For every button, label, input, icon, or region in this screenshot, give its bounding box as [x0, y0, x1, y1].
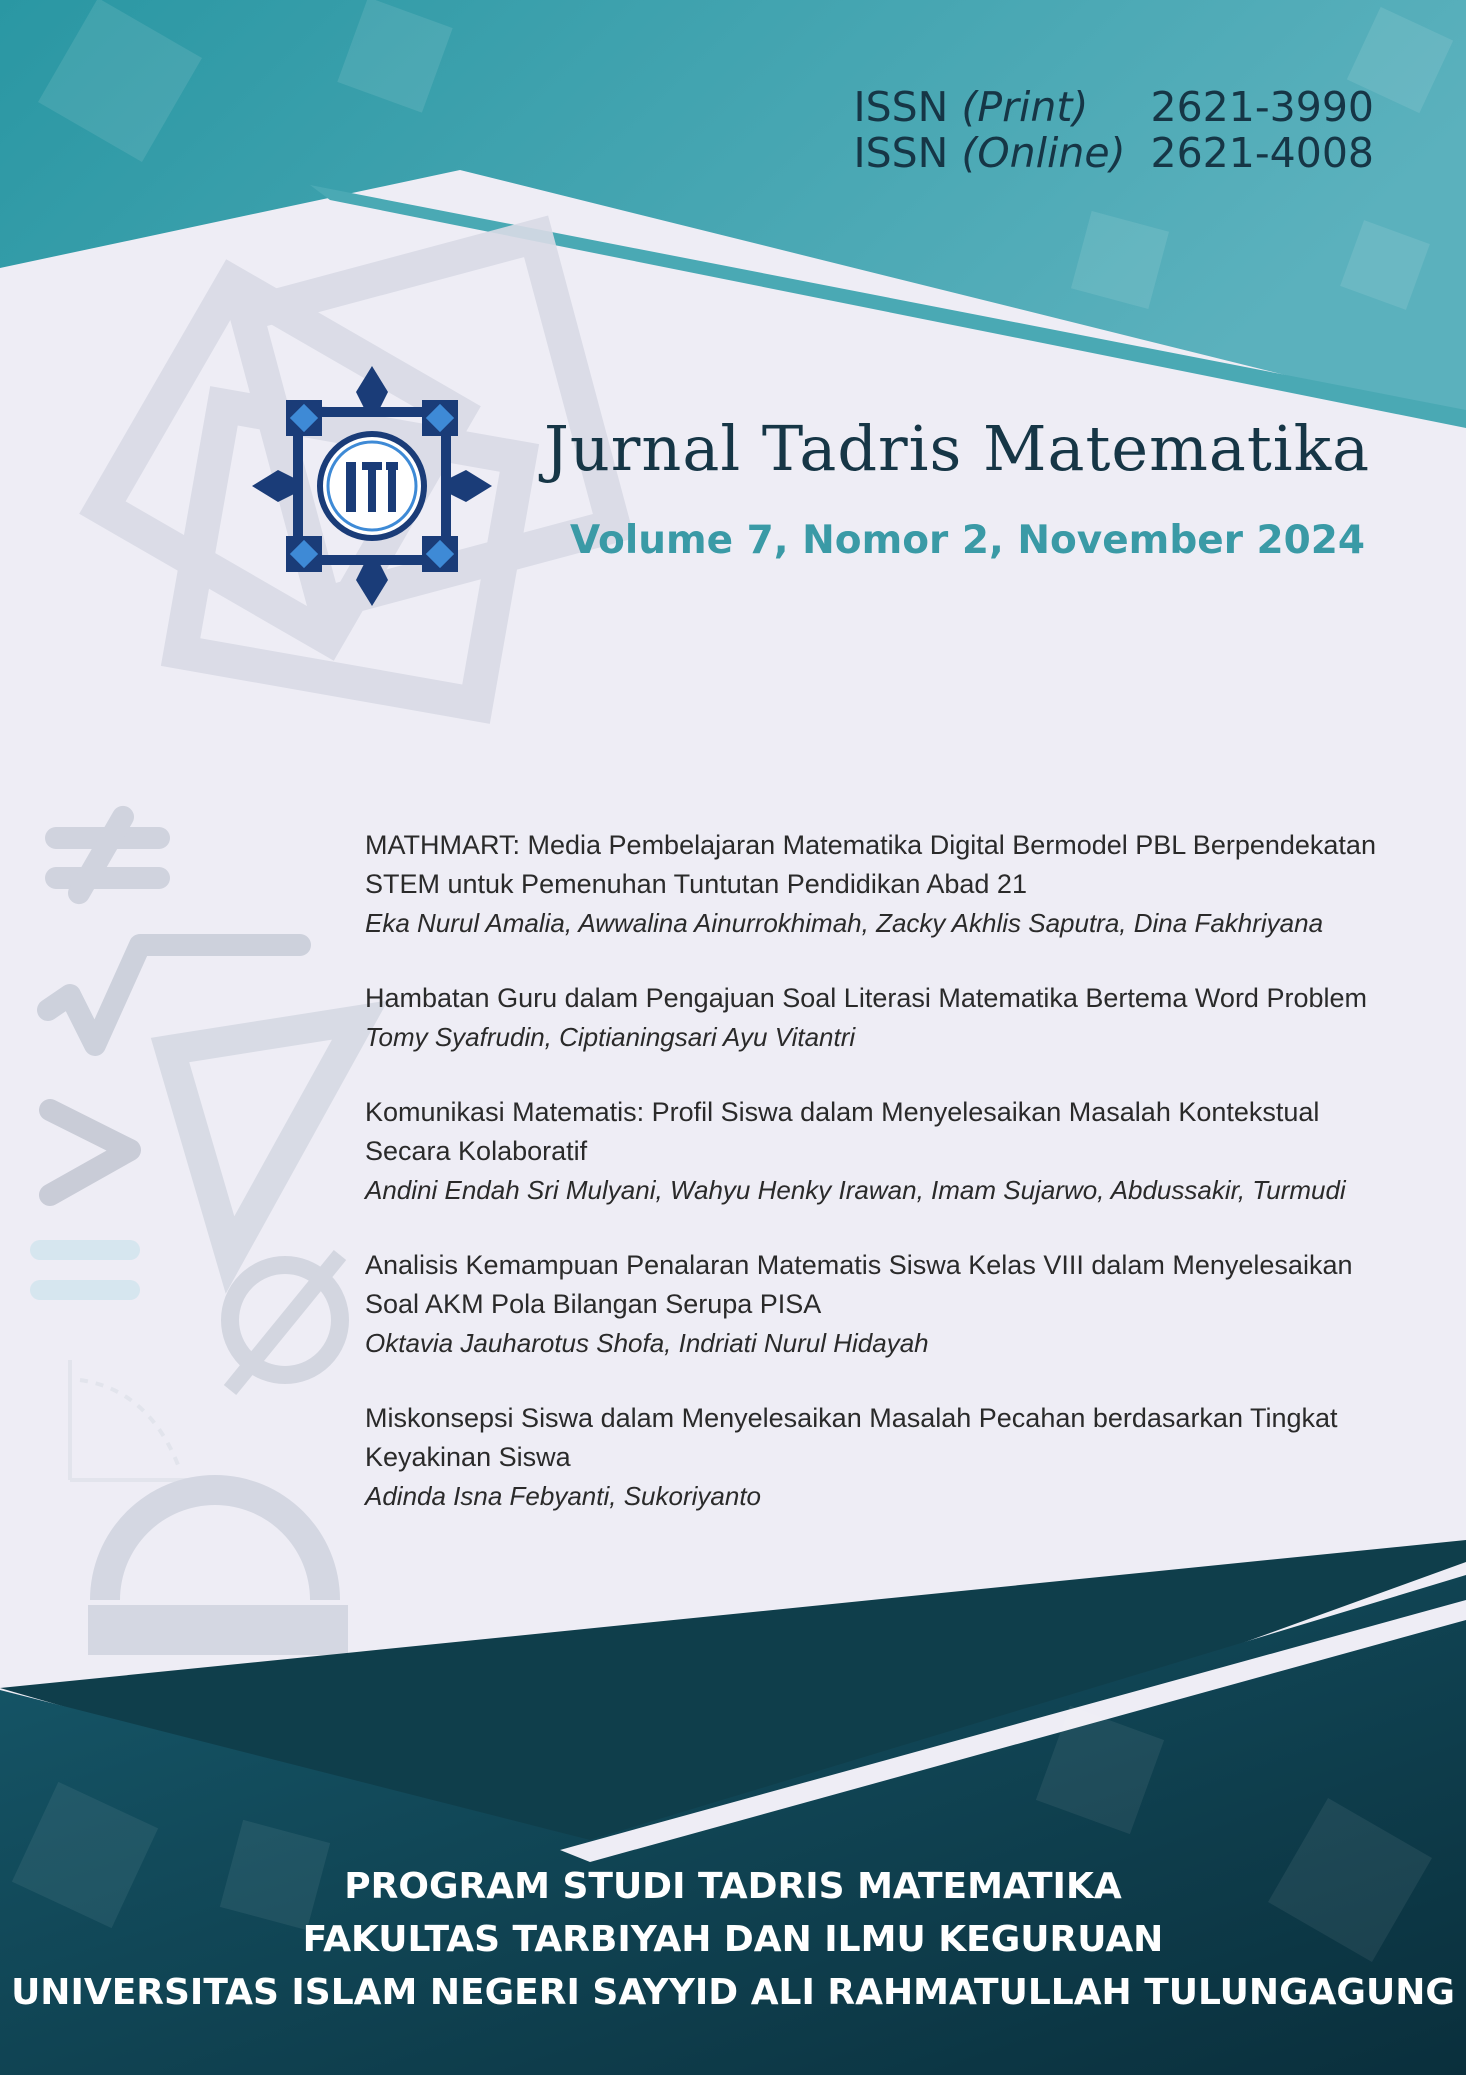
volume-info: Volume 7, Nomor 2, November 2024	[570, 518, 1366, 563]
issn-print-row	[854, 84, 1374, 130]
journal-logo-icon	[248, 362, 496, 610]
article-title: Hambatan Guru dalam Pengajuan Soal Literasi Matematika Bertema Word Problem	[365, 983, 1367, 1013]
article-title: Miskonsepsi Siswa dalam Menyelesaikan Masalah Pecahan berdasarkan Tingkat Keyakinan Siswa	[365, 1403, 1338, 1472]
article-item	[365, 979, 1385, 1057]
top-band	[0, 0, 1466, 420]
article-item	[365, 1399, 1385, 1516]
article-item	[365, 826, 1385, 943]
article-authors: Oktavia Jauharotus Shofa, Indriati Nurul Hidayah	[365, 1328, 929, 1358]
article-authors: Andini Endah Sri Mulyani, Wahyu Henky Irawan, Imam Sujarwo, Abdussakir, Turmudi	[365, 1175, 1346, 1205]
footer-program: PROGRAM STUDI TADRIS MATEMATIKA	[344, 1866, 1122, 1907]
footer-university: UNIVERSITAS ISLAM NEGERI SAYYID ALI RAHMATULLAH TULUNGAGUNG	[11, 1972, 1455, 2013]
footer-faculty: FAKULTAS TARBIYAH DAN ILMU KEGURUAN	[302, 1919, 1164, 1960]
article-authors: Tomy Syafrudin, Ciptianingsari Ayu Vitantri	[365, 1022, 856, 1052]
issn-block	[854, 84, 1374, 176]
issn-online-number: 2621-4008	[1150, 129, 1374, 177]
article-list	[365, 826, 1385, 1552]
issn-online-prefix: ISSN	[853, 129, 962, 177]
article-authors: Adinda Isna Febyanti, Sukoriyanto	[365, 1481, 762, 1511]
article-item	[365, 1093, 1385, 1210]
issn-online-type: (Online)	[961, 129, 1126, 177]
article-title: MATHMART: Media Pembelajaran Matematika Digital Bermodel PBL Berpendekatan STEM untuk Pemenuhan Tuntutan Pendidikan Abad 21	[365, 830, 1376, 899]
issn-print-prefix: ISSN	[853, 83, 962, 131]
article-authors: Eka Nurul Amalia, Awwalina Ainurrokhimah, Zacky Akhlis Saputra, Dina Fakhriyana	[365, 908, 1324, 938]
article-title: Komunikasi Matematis: Profil Siswa dalam Menyelesaikan Masalah Kontekstual Secara Kolaboratif	[365, 1097, 1320, 1166]
publisher-footer	[0, 1860, 1466, 2019]
article-item	[365, 1246, 1385, 1363]
issn-print-number: 2621-3990	[1150, 83, 1374, 131]
issn-online-row	[854, 130, 1374, 176]
article-title: Analisis Kemampuan Penalaran Matematis Siswa Kelas VIII dalam Menyelesaikan Soal AKM Pola Bilangan Serupa PISA	[365, 1250, 1353, 1319]
journal-title: Jurnal Tadris Matematika	[544, 412, 1371, 485]
issn-print-type: (Print)	[961, 83, 1089, 131]
